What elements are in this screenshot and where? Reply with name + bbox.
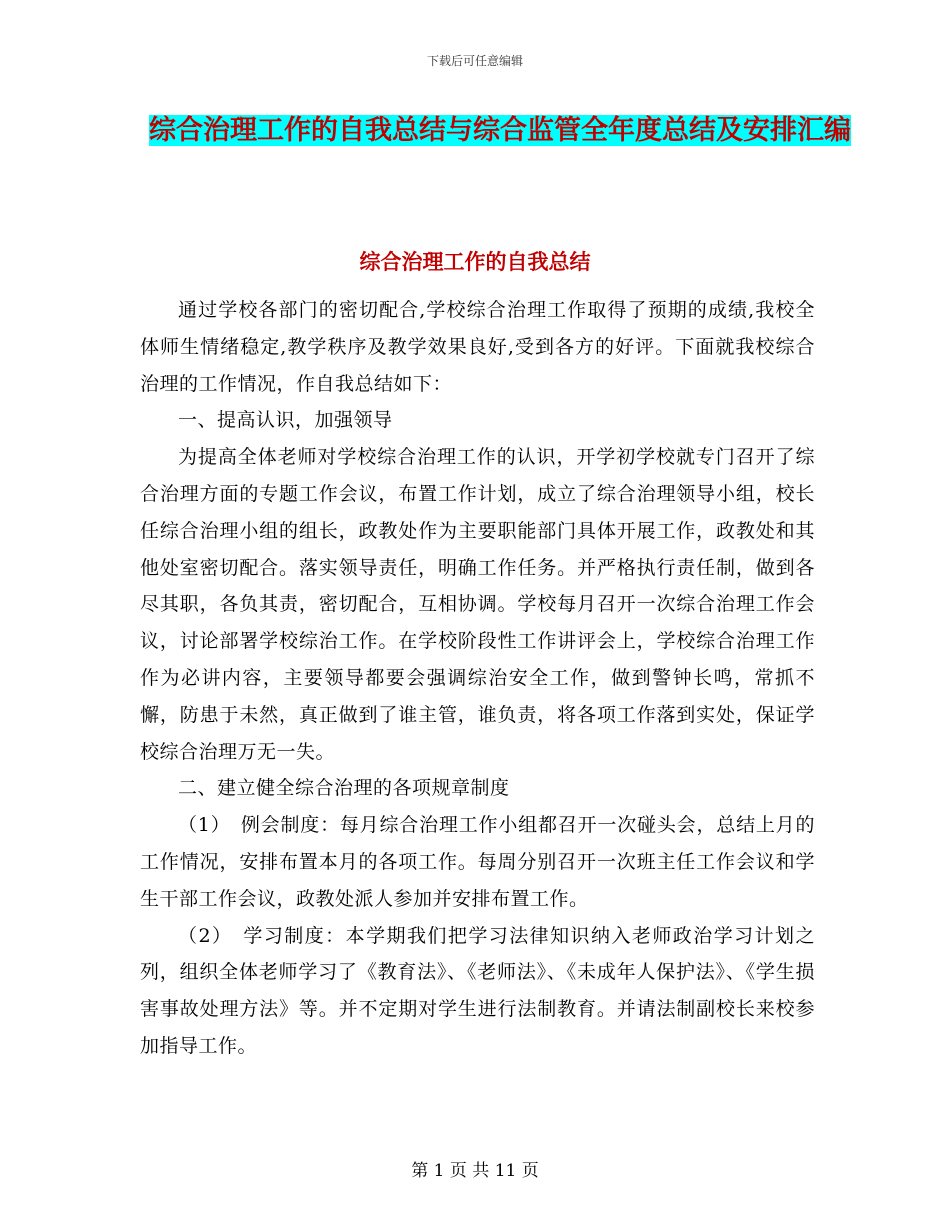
document-title-text: 综合治理工作的自我总结与综合监管全年度总结及安排汇编 <box>149 115 851 146</box>
study-system-paragraph: （2） 学习制度：本学期我们把学习法律知识纳入老师政治学习计划之列，组织全体老师学习了《教育法》、《老师法》、《未成年人保护法》、《学生损害事故处理方法》等。并不定期对学生进行法制教育。并请法制副校长来校参加指导工作。 <box>140 924 815 1057</box>
intro-paragraph: 通过学校各部门的密切配合,学校综合治理工作取得了预期的成绩,我校全体师生情绪稳定,教学秩序及教学效果良好,受到各方的好评。下面就我校综合治理的工作情况，作自我总结如下： <box>140 299 815 395</box>
section-title: 综合治理工作的自我总结 <box>359 250 591 274</box>
document-title <box>140 108 860 154</box>
section-heading-2: 二、建立健全综合治理的各项规章制度 <box>178 777 510 800</box>
meeting-system-paragraph: （1） 例会制度：每月综合治理工作小组都召开一次碰头会，总结上月的工作情况，安排布置本月的各项工作。每周分别召开一次班主任工作会议和学生干部工作会议，政教处派人参加并安排布置工作。 <box>140 814 815 910</box>
document-body <box>140 292 815 1065</box>
section-heading-1: 一、提高认识，加强领导 <box>178 409 393 432</box>
header-note: 下载后可任意编辑 <box>426 54 523 68</box>
section-1-paragraph: 为提高全体老师对学校综合治理工作的认识，开学初学校就专门召开了综合治理方面的专题工作会议，布置工作计划，成立了综合治理领导小组，校长任综合治理小组的组长，政教处作为主要职能部门具体开展工作，政教处和其他处室密切配合。落实领导责任，明确工作任务。并严格执行责任制，做到各尽其职，各负其责，密切配合，互相协调。学校每月召开一次综合治理工作会议，讨论部署学校综治工作。在学校阶段性工作讲评会上，学校综合治理工作作为必讲内容，主要领导都要会强调综治安全工作，做到警钟长鸣，常抓不懈，防患于未然，真正做到了谁主管，谁负责，将各项工作落到实处，保证学校综合治理万无一失。 <box>140 446 815 763</box>
page-number: 第 1 页 共 11 页 <box>411 1161 539 1181</box>
